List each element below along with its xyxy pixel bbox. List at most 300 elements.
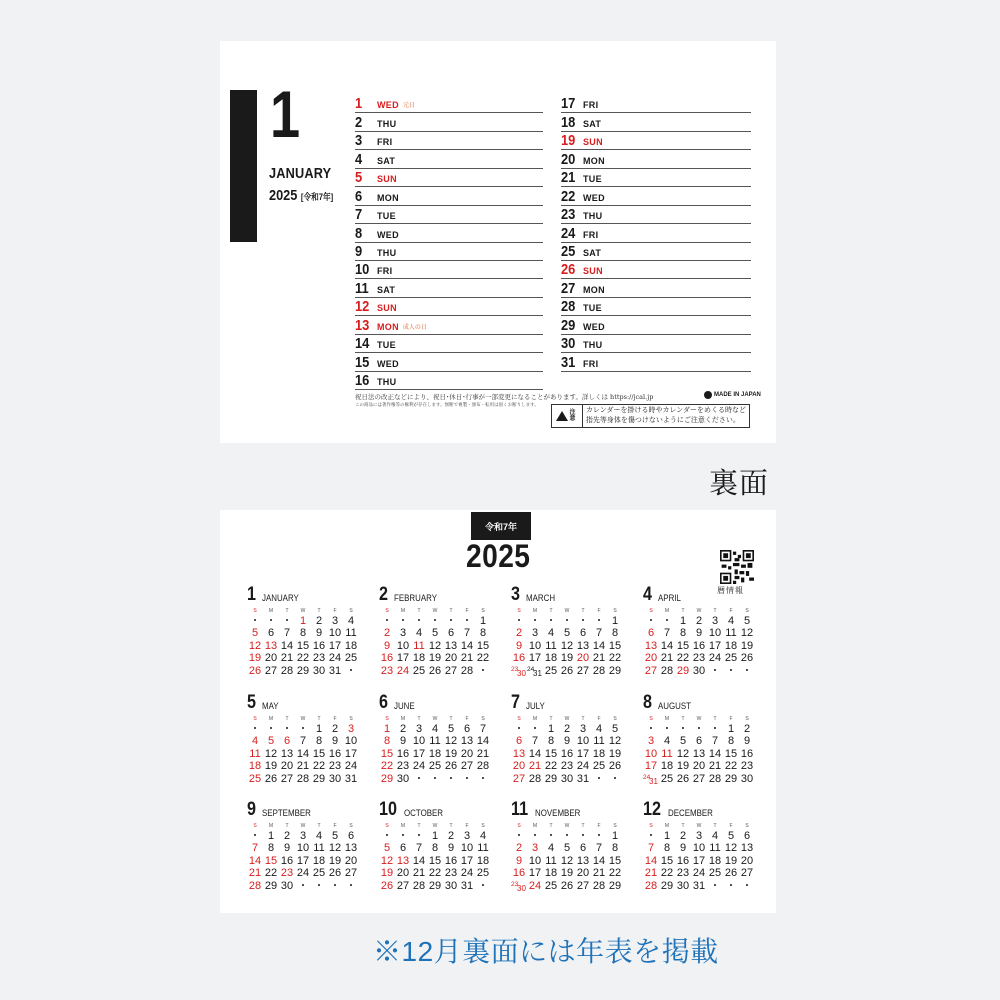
date-cell: 27 [264, 664, 278, 677]
date-cell: 11 [661, 747, 673, 760]
weekday-letter: S [385, 716, 389, 722]
date-cell: 15 [676, 639, 690, 652]
warning-icon [556, 411, 568, 421]
week-row [379, 735, 491, 747]
date-cell: 2 [515, 627, 523, 640]
date-cell: 20 [460, 747, 474, 760]
date-cell: ・ [477, 772, 489, 785]
date-cell: 30 [280, 879, 294, 892]
weekday-letter: S [517, 823, 521, 829]
weekday-letter: S [745, 608, 749, 614]
weekday-letter: T [681, 608, 685, 614]
date-cell: 15 [544, 747, 558, 760]
day-number: 16 [355, 372, 370, 389]
holiday-note: 元日 [402, 103, 415, 110]
weekday-letter: S [481, 608, 485, 614]
date-cell: ・ [709, 723, 721, 735]
date-cell: ・ [709, 664, 721, 677]
date-cell: 30 [692, 664, 706, 677]
date-cell: 3 [647, 735, 655, 748]
week-row [379, 842, 491, 854]
date-cell: 7 [463, 627, 471, 640]
date-cell: 3 [463, 830, 471, 842]
weekday-letter: T [713, 608, 717, 614]
mini-month [247, 801, 359, 892]
date-cell: 18 [660, 760, 674, 773]
date-cell: 5 [563, 627, 571, 640]
date-cell: 14 [592, 854, 606, 867]
date-cell: ・ [461, 615, 473, 627]
date-cell: 9 [679, 842, 687, 855]
copyright-note: この商品には著作権等の権利が存在します。無断で複製・頒布・転用は固くお断りします。 [355, 402, 539, 407]
date-cell: 7 [415, 842, 423, 855]
day-number: 27 [561, 279, 576, 297]
date-cell: 29 [724, 772, 738, 785]
date-cell: 13 [280, 747, 294, 760]
date-cell: 15 [264, 854, 278, 867]
date-cell: 20 [692, 760, 706, 773]
date-cell: 18 [344, 639, 358, 652]
date-cell: 14 [644, 854, 658, 867]
day-number: 1 [355, 95, 363, 113]
date-cell: 6 [267, 627, 275, 640]
day-row [561, 298, 751, 316]
date-cell: 15 [724, 747, 738, 760]
weekday-letter: T [417, 608, 421, 614]
mini-month-name: DECEMBER [668, 808, 714, 818]
date-cell: 14 [660, 639, 674, 652]
weekday-letter: S [253, 716, 257, 722]
date-cell: 25 [344, 652, 358, 665]
mini-month-grid [511, 607, 623, 677]
week-row [247, 665, 359, 677]
date-cell: ・ [593, 772, 605, 785]
day-number: 13 [355, 316, 370, 334]
year: 2025 [269, 187, 298, 204]
date-cell: 17 [460, 854, 474, 867]
date-cell: 13 [264, 639, 278, 652]
date-cell: 24 [576, 760, 590, 773]
date-cell: 15 [312, 747, 326, 760]
date-cell: 2 [515, 842, 523, 855]
weekday-header-row [247, 822, 359, 830]
day-number: 8 [355, 224, 363, 242]
date-cell: 5 [331, 830, 339, 842]
date-cell: 14 [460, 639, 474, 652]
date-cell: 20 [280, 760, 294, 773]
date-cell: 24 [708, 652, 722, 665]
date-cell: 26 [328, 867, 342, 880]
year-title: 2025 [466, 538, 531, 574]
date-cell: 6 [399, 842, 407, 855]
weekday: WED [377, 358, 399, 369]
weekday-letter: S [349, 716, 353, 722]
date-cell: ・ [477, 664, 489, 677]
week-row [511, 735, 623, 747]
date-cell: 23 30 [511, 665, 526, 678]
day-number: 4 [355, 150, 363, 168]
day-row [355, 243, 543, 261]
date-cell: 17 [328, 639, 342, 652]
weekday-letter: F [333, 823, 337, 829]
date-cell: ・ [345, 879, 357, 892]
date-cell: ・ [413, 830, 425, 842]
date-cell: 22 [476, 652, 490, 665]
day-row [561, 316, 751, 334]
date-cell: 19 [444, 747, 458, 760]
day-number: 14 [355, 335, 370, 353]
date-cell: 29 [608, 879, 622, 892]
date-cell: 7 [595, 627, 603, 640]
mini-month-grid [379, 607, 491, 677]
weekday-letter: W [432, 716, 438, 722]
date-cell: 11 [413, 639, 425, 652]
date-cell: 12 [444, 735, 458, 748]
weekday-header-row [643, 822, 755, 830]
date-cell: 16 [444, 854, 458, 867]
date-cell: 24 [344, 760, 358, 773]
date-cell: 4 [663, 735, 671, 748]
mini-month-grid [247, 607, 359, 677]
date-cell: 20 [644, 652, 658, 665]
weekday-letter: T [317, 823, 321, 829]
date-cell: 8 [679, 627, 687, 640]
weekday-letter: F [597, 608, 601, 614]
week-row [643, 665, 755, 677]
date-cell: 5 [431, 627, 439, 640]
weekday: MON [583, 284, 605, 295]
week-row [511, 652, 623, 664]
weekday-letter: F [597, 823, 601, 829]
date-cell: ・ [345, 664, 357, 677]
globe-icon [704, 391, 712, 399]
weekday: THU [583, 211, 603, 222]
date-cell: ・ [645, 830, 657, 842]
date-cell: 6 [283, 735, 291, 748]
date-cell: 13 [692, 747, 706, 760]
weekday-header-row [643, 607, 755, 615]
date-cell: 4 [595, 723, 603, 735]
date-cell: ・ [645, 615, 657, 627]
week-row [643, 760, 755, 772]
weekday-letter: M [400, 716, 406, 722]
date-cell: 11 [477, 842, 489, 855]
date-cell: 1 [727, 723, 735, 735]
week-row [643, 830, 755, 842]
date-cell: 21 [644, 867, 658, 880]
date-cell: 28 [476, 760, 490, 773]
week-row [247, 842, 359, 854]
mini-month-grid [379, 715, 491, 785]
date-cell: 24 31 [527, 665, 542, 678]
date-cell: 30 [676, 879, 690, 892]
date-cell: 11 [725, 627, 737, 640]
week-row [247, 615, 359, 627]
date-cell: 6 [463, 723, 471, 735]
date-cell: 21 [592, 867, 606, 880]
date-cell: 12 [380, 854, 394, 867]
mini-month-name: AUGUST [657, 701, 691, 711]
date-cell: 29 [296, 664, 310, 677]
weekday-letter: S [517, 716, 521, 722]
date-cell: 8 [431, 842, 439, 855]
weekday-letter: F [729, 823, 733, 829]
date-cell: 27 [344, 867, 358, 880]
date-cell: 3 [299, 830, 307, 842]
day-row [561, 243, 751, 261]
week-row [643, 880, 755, 892]
date-cell: 25 [248, 772, 262, 785]
week-row [511, 748, 623, 760]
date-cell: 29 [676, 664, 690, 677]
weekday-letter: M [664, 823, 670, 829]
day-row [355, 150, 543, 168]
day-row [355, 113, 543, 131]
date-cell: 26 [560, 879, 574, 892]
mini-month-header [379, 586, 491, 604]
weekday: SAT [583, 118, 602, 129]
weekday-letter: F [333, 608, 337, 614]
mini-month-number: 9 [247, 799, 256, 820]
date-cell: 18 [248, 760, 262, 773]
date-cell: 25 [724, 652, 738, 665]
weekday-letter: M [400, 823, 406, 829]
mini-month-header [643, 586, 755, 604]
date-cell: 30 [560, 772, 574, 785]
day-number: 31 [561, 353, 576, 371]
weekday: WED [583, 321, 605, 332]
date-cell: 26 [264, 772, 278, 785]
day-number: 15 [355, 353, 370, 371]
day-number: 2 [355, 113, 363, 131]
date-cell: ・ [313, 879, 325, 892]
week-row [643, 735, 755, 747]
weekday: TUE [377, 211, 396, 222]
date-cell: 1 [299, 615, 307, 627]
date-cell: ・ [593, 615, 605, 627]
date-cell: 11 [429, 735, 441, 748]
date-cell: 23 [312, 652, 326, 665]
date-cell: 6 [647, 627, 655, 640]
date-cell: ・ [413, 772, 425, 785]
weekday-letter: W [300, 716, 306, 722]
week-row [247, 760, 359, 772]
weekday-letter: T [713, 823, 717, 829]
date-cell: 9 [563, 735, 571, 748]
week-row [379, 773, 491, 785]
date-cell: 23 [396, 760, 410, 773]
weekday-letter: W [696, 608, 702, 614]
date-cell: 25 [708, 867, 722, 880]
week-row [379, 652, 491, 664]
date-cell: 9 [331, 735, 339, 748]
date-cell: 16 [380, 652, 394, 665]
weekday: THU [377, 247, 397, 258]
day-row [561, 279, 751, 297]
weekday-letter: T [581, 608, 585, 614]
date-cell: 15 [476, 639, 490, 652]
date-cell: 25 [592, 760, 606, 773]
bottom-note: ※12月裏面には年表を掲載 [373, 936, 719, 967]
date-cell: 31 [460, 879, 474, 892]
day-row [355, 316, 543, 334]
date-cell: 8 [547, 735, 555, 748]
date-cell: 22 [296, 652, 310, 665]
date-cell: 13 [512, 747, 526, 760]
date-cell: 17 [576, 747, 590, 760]
date-cell: 8 [479, 627, 487, 640]
weekday-letter: S [613, 716, 617, 722]
weekday-header-row [379, 715, 491, 723]
mini-month-header [511, 801, 623, 819]
qr-label: 暦情報 [717, 586, 744, 595]
date-cell: 28 [644, 879, 658, 892]
date-cell: 20 [444, 652, 458, 665]
date-cell: 14 [528, 747, 542, 760]
weekday-letter: T [417, 823, 421, 829]
date-cell: 26 [380, 879, 394, 892]
date-cell: 10 [692, 842, 706, 855]
date-cell: 6 [695, 735, 703, 748]
date-cell: 25 [544, 879, 558, 892]
date-cell: 27 [740, 867, 754, 880]
weekday-letter: F [729, 608, 733, 614]
date-cell: 19 [560, 652, 574, 665]
day-number: 19 [561, 132, 576, 150]
date-cell: 3 [399, 627, 407, 640]
week-row [643, 640, 755, 652]
month-number: 1 [270, 77, 301, 151]
weekday-letter: W [696, 716, 702, 722]
date-cell: 2 [383, 627, 391, 640]
date-cell: 15 [296, 639, 310, 652]
weekday-letter: T [449, 823, 453, 829]
date-cell: ・ [577, 615, 589, 627]
weekday-header-row [511, 822, 623, 830]
date-cell: 11 [545, 639, 557, 652]
date-cell: 26 [248, 664, 262, 677]
date-cell: 1 [611, 615, 619, 627]
date-cell: 9 [283, 842, 291, 855]
weekday: SUN [583, 266, 603, 277]
qr-code-icon[interactable] [720, 550, 754, 584]
weekday-header-row [379, 822, 491, 830]
day-column-2 [561, 95, 751, 372]
day-row [561, 187, 751, 205]
date-cell: ・ [249, 723, 261, 735]
week-row [511, 830, 623, 842]
mini-month-number: 1 [247, 584, 256, 605]
weekday-letter: M [268, 823, 274, 829]
weekday-letter: T [285, 608, 289, 614]
date-cell: 4 [479, 830, 487, 842]
mini-month-grid [643, 715, 755, 785]
date-cell: 16 [396, 747, 410, 760]
weekday-letter: S [385, 823, 389, 829]
date-cell: 19 [740, 639, 754, 652]
date-cell: 19 [676, 760, 690, 773]
date-cell: 1 [611, 830, 619, 842]
date-cell: 10 [460, 842, 474, 855]
date-cell: 24 [296, 867, 310, 880]
date-cell: ・ [725, 879, 737, 892]
date-cell: 22 [380, 760, 394, 773]
date-cell: 27 [512, 772, 526, 785]
date-cell: 22 [264, 867, 278, 880]
date-cell: ・ [461, 772, 473, 785]
date-cell: ・ [397, 830, 409, 842]
month-accent-bar [230, 90, 257, 242]
mini-month-name: MARCH [525, 593, 555, 603]
weekday-letter: M [268, 716, 274, 722]
weekday: WED [377, 229, 399, 240]
date-cell: 27 [576, 664, 590, 677]
year-line [269, 187, 333, 204]
weekday: MON [377, 192, 399, 203]
date-cell: 17 [528, 652, 542, 665]
weekday-letter: M [532, 823, 538, 829]
date-cell: 21 [460, 652, 474, 665]
date-cell: 16 [676, 854, 690, 867]
mini-month-name: APRIL [657, 593, 681, 603]
date-cell: 24 [528, 879, 542, 892]
weekday-header-row [247, 607, 359, 615]
weekday: FRI [377, 137, 393, 148]
date-cell: 24 [396, 664, 410, 677]
date-cell: 9 [399, 735, 407, 748]
week-row [511, 842, 623, 854]
day-number: 6 [355, 187, 363, 205]
week-row [643, 615, 755, 627]
date-cell: 27 [460, 760, 474, 773]
week-row [247, 652, 359, 664]
date-cell: ・ [397, 615, 409, 627]
date-cell: 25 [312, 867, 326, 880]
weekday-letter: W [300, 608, 306, 614]
date-cell: ・ [265, 723, 277, 735]
date-cell: 2 [743, 723, 751, 735]
week-row [247, 830, 359, 842]
mini-month-number: 10 [379, 799, 397, 820]
date-cell: 10 [528, 854, 542, 867]
date-cell: ・ [561, 615, 573, 627]
weekday-letter: T [317, 608, 321, 614]
day-row [355, 169, 543, 187]
date-cell: 7 [595, 842, 603, 855]
date-cell: 24 [412, 760, 426, 773]
front-calendar-page [220, 41, 776, 443]
date-cell: 28 [528, 772, 542, 785]
week-row [247, 723, 359, 735]
date-cell: 17 [528, 867, 542, 880]
date-cell: 8 [611, 627, 619, 640]
day-row [355, 95, 543, 113]
date-cell: 28 [248, 879, 262, 892]
date-cell: ・ [709, 879, 721, 892]
date-cell: 17 [412, 747, 426, 760]
caution-text: カレンダーを掛ける時やカレンダーをめくる時など 指先等身体を傷つけないようにご注意ください。 [585, 407, 746, 424]
weekday-letter: F [729, 716, 733, 722]
week-row [511, 760, 623, 772]
date-cell: 16 [560, 747, 574, 760]
date-cell: 24 31 [643, 773, 658, 786]
date-cell: 21 [528, 760, 542, 773]
date-cell: ・ [281, 723, 293, 735]
date-cell: 1 [679, 615, 687, 627]
date-cell: 12 [608, 735, 622, 748]
week-row [247, 773, 359, 785]
date-cell: 13 [460, 735, 474, 748]
